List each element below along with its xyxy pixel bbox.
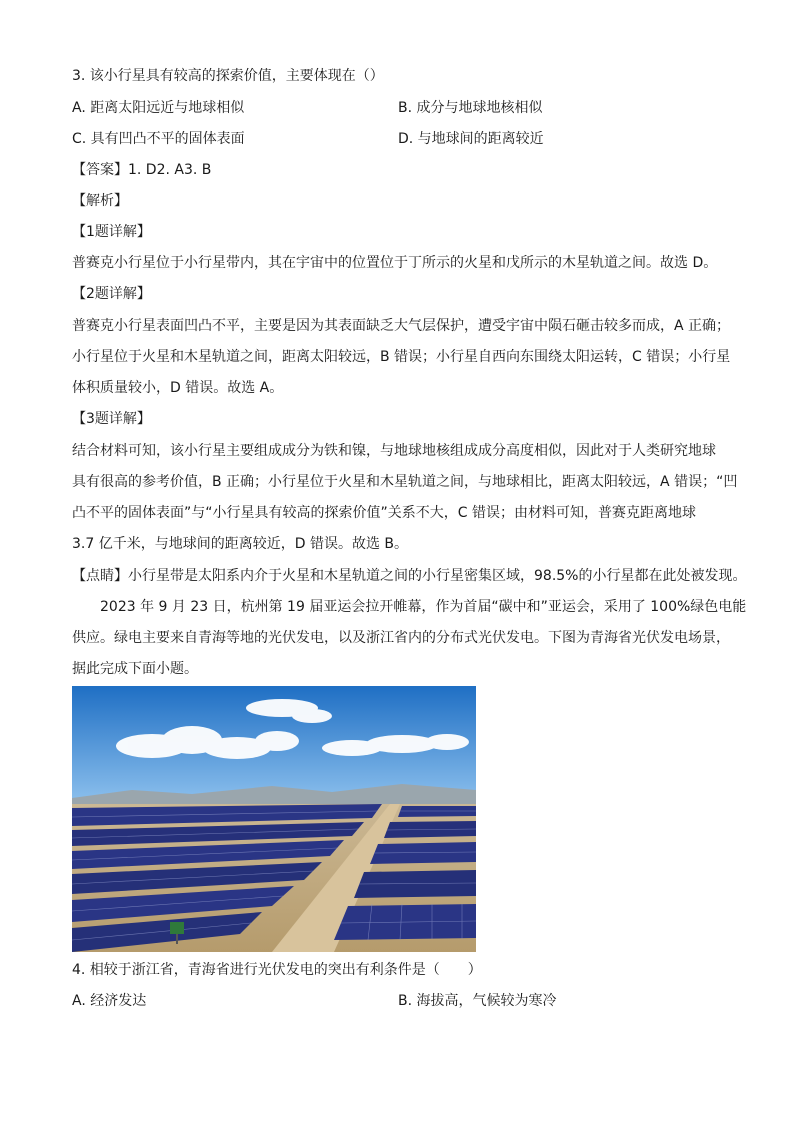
material-line: 据此完成下面小题。 (72, 661, 198, 677)
answer-line (72, 160, 211, 180)
q3-option-a: A. 距离太阳远近与地球相似 (72, 100, 245, 116)
q1-detail-tag: 【1题详解】 (72, 224, 151, 240)
q1-detail-text: 普赛克小行星位于小行星带内，其在宇宙中的位置位于丁所示的火星和戊所示的木星轨道之间。故选 D。 (72, 255, 718, 271)
answer-text: 1. D2. A3. B (128, 162, 212, 178)
q4-option-a: A. 经济发达 (72, 993, 147, 1009)
q3-detail-line: 具有很高的参考价值，B 正确；小行星位于火星和木星轨道之间，与地球相比，距离太阳较远，A 错误；“凹 (72, 474, 738, 490)
q3-option-c: C. 具有凹凸不平的固体表面 (72, 131, 245, 147)
solar-farm-photo (72, 686, 476, 952)
tip-tag: 【点睛】 (72, 568, 128, 584)
answer-tag: 【答案】 (72, 162, 128, 178)
tip-text: 小行星带是太阳系内介于火星和木星轨道之间的小行星密集区域，98.5%的小行星都在此处被发现。 (128, 568, 747, 584)
q3-detail-line: 凸不平的固体表面”与“小行星具有较高的探索价值”关系不大，C 错误；由材料可知，普赛克距离地球 (72, 505, 696, 521)
analysis-tag: 【解析】 (72, 193, 128, 209)
q3-stem: 3. 该小行星具有较高的探索价值，主要体现在（） (72, 68, 384, 84)
q2-detail-line: 体积质量较小，D 错误。故选 A。 (72, 380, 284, 396)
q4-option-b: B. 海拔高，气候较为寒冷 (398, 993, 557, 1009)
q2-detail-line: 普赛克小行星表面凹凸不平，主要是因为其表面缺乏大气层保护，遭受宇宙中陨石砸击较多而成，A 正确； (72, 318, 731, 334)
tip-line (72, 566, 746, 586)
material-line: 供应。绿电主要来自青海等地的光伏发电，以及浙江省内的分布式光伏发电。下图为青海省光伏发电场景， (72, 630, 730, 646)
material-line: 2023 年 9 月 23 日，杭州第 19 届亚运会拉开帷幕，作为首届“碳中和”亚运会，采用了 100%绿色电能 (100, 599, 747, 615)
q3-option-b: B. 成分与地球地核相似 (398, 100, 543, 116)
q2-detail-tag: 【2题详解】 (72, 286, 151, 302)
q3-detail-line: 结合材料可知，该小行星主要组成成分为铁和镍，与地球地核组成成分高度相似，因此对于人类研究地球 (72, 443, 716, 459)
q3-detail-tag: 【3题详解】 (72, 411, 151, 427)
q3-option-d: D. 与地球间的距离较近 (398, 131, 544, 147)
q2-detail-line: 小行星位于火星和木星轨道之间，距离太阳较远，B 错误；小行星自西向东围绕太阳运转，C 错误；小行星 (72, 349, 731, 365)
q3-detail-line: 3.7 亿千米，与地球间的距离较近，D 错误。故选 B。 (72, 536, 408, 552)
q4-stem: 4. 相较于浙江省，青海省进行光伏发电的突出有利条件是（ ） (72, 962, 482, 978)
